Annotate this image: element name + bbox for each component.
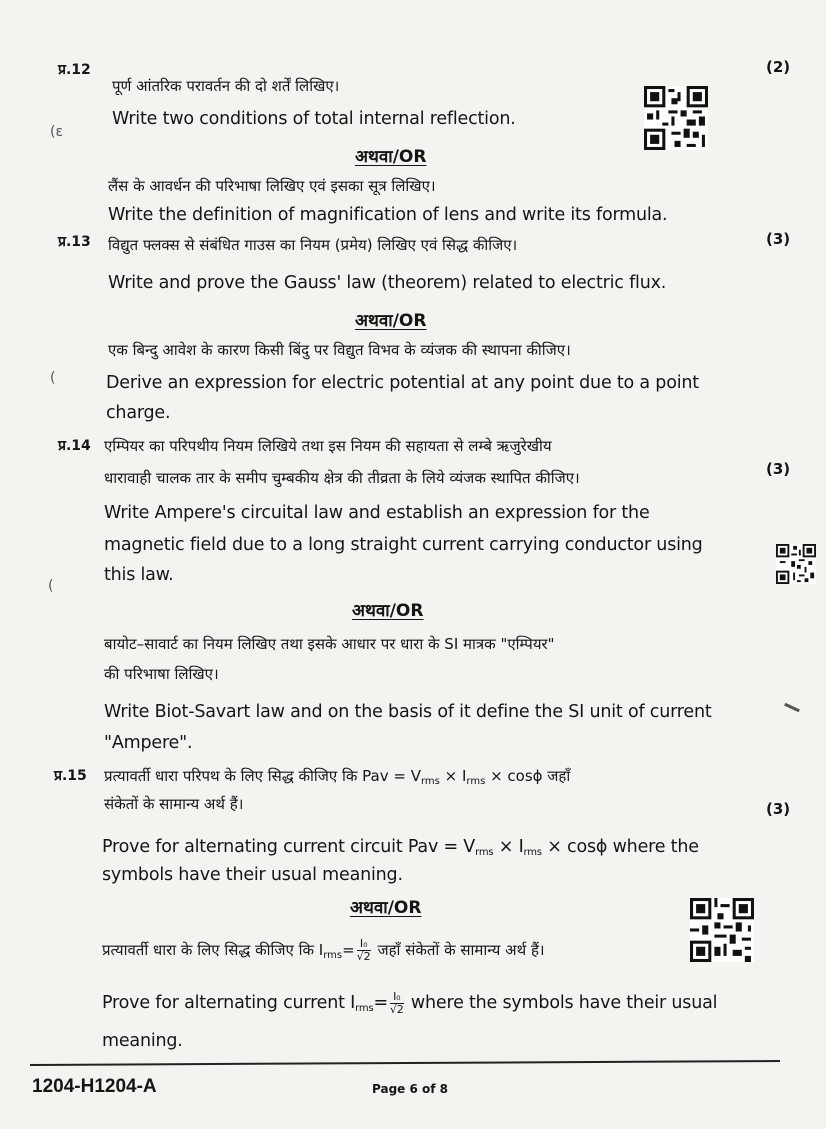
q13-or-hindi-text: एक बिन्दु आवेश के कारण किसी बिंदु पर विद्युत विभव के व्यंजक की स्थापना कीजिए। (108, 341, 571, 359)
q15-english-mid: × I (493, 837, 524, 857)
marks-q13: (3) (766, 230, 791, 248)
or-heading-q13: अथवा/OR (355, 311, 427, 331)
q14-english-line-2: magnetic field due to a long straight current carrying conductor using (104, 535, 703, 555)
q15-hindi-sub-v: rms (420, 776, 440, 787)
q14-or-hindi-line-2: की परिभाषा लिखिए। (104, 665, 219, 683)
margin-mark: ( (48, 578, 54, 594)
rms-fraction (357, 938, 371, 963)
q15-english-sub-i: rms (523, 847, 542, 858)
rms-fraction (390, 991, 404, 1016)
qr-code-bottom (690, 898, 754, 962)
q14-hindi-line-1: एम्पियर का परिपथीय नियम लिखिये तथा इस नियम की सहायता से लम्बे ऋजुरेखीय (104, 437, 552, 455)
q12-or-hindi-text: लैंस के आवर्धन की परिभाषा लिखिए एवं इसका सूत्र लिखिए। (108, 177, 436, 195)
or-heading-q15: अथवा/OR (350, 898, 422, 918)
q13-hindi-text: विद्युत फ्लक्स से संबंधित गाउस का नियम (प्रमेय) लिखिए एवं सिद्ध कीजिए। (108, 236, 518, 254)
q15-hindi-suffix: × cosϕ जहाँ (485, 767, 571, 785)
q15-or-english-suffix: where the symbols have their usual (410, 993, 718, 1013)
qr-code-icon (690, 898, 754, 962)
q15-or-hindi-sub: rms (323, 950, 343, 961)
q15-hindi-line-2: संकेतों के सामान्य अर्थ हैं। (104, 795, 244, 813)
q13-english-text: Write and prove the Gauss' law (theorem) related to electric flux. (108, 273, 667, 293)
q15-english-prefix: Prove for alternating current circuit Pav = V (102, 837, 476, 857)
q13-or-english-line-2: charge. (106, 403, 171, 423)
fraction-numerator: I₀ (390, 991, 404, 1004)
q15-hindi-line-1 (104, 764, 570, 794)
or-heading-q12: अथवा/OR (355, 147, 427, 167)
q13-or-english-line-1: Derive an expression for electric potential at any point due to a point (106, 373, 699, 393)
question-number-14: प्र.14 (58, 438, 91, 454)
q15-or-english-line-2: meaning. (102, 1031, 183, 1051)
q15-or-hindi-text (102, 938, 545, 968)
q15-or-english-prefix: Prove for alternating current I (102, 993, 356, 1013)
q15-or-english-line-1 (102, 988, 717, 1024)
q14-or-english-line-1: Write Biot-Savart law and on the basis of it define the SI unit of current (104, 702, 712, 722)
page-number: Page 6 of 8 (372, 1082, 448, 1096)
fraction-numerator: I₀ (357, 938, 371, 951)
q14-hindi-line-2: धारावाही चालक तार के समीप चुम्बकीय क्षेत्र की तीव्रता के लिये व्यंजक स्थापित कीजिए। (104, 469, 580, 487)
q15-english-sub-v: rms (475, 847, 494, 858)
q15-english-suffix: × cosϕ where the (541, 837, 699, 857)
footer-divider (30, 1060, 780, 1066)
stray-pen-mark (784, 703, 800, 712)
margin-mark: ( (50, 370, 56, 386)
question-number-12: प्र.12 (58, 62, 91, 78)
paper-code: 1204-H1204-A (32, 1076, 157, 1097)
q15-hindi-prefix: प्रत्यावर्ती धारा परिपथ के लिए सिद्ध कीजिए कि Pav = V (104, 767, 421, 785)
marks-q14: (3) (766, 460, 791, 478)
q12-hindi-text: पूर्ण आंतरिक परावर्तन की दो शर्तें लिखिए। (112, 77, 340, 95)
qr-code-icon (644, 86, 708, 150)
or-heading-q14: अथवा/OR (352, 601, 424, 621)
q15-or-hindi-prefix: प्रत्यावर्ती धारा के लिए सिद्ध कीजिए कि I (102, 941, 324, 959)
q12-english-text: Write two conditions of total internal reflection. (112, 109, 516, 129)
q14-english-line-3: this law. (104, 565, 174, 585)
q15-or-english-equals: = (373, 993, 388, 1013)
qr-code-icon (776, 544, 816, 584)
fraction-denominator: √2 (389, 1002, 404, 1016)
q15-or-english-sub: rms (355, 1003, 374, 1014)
question-number-13: प्र.13 (58, 234, 91, 250)
qr-code-top (644, 86, 708, 150)
question-number-15: प्र.15 (54, 768, 87, 784)
margin-mark: (ε (50, 124, 64, 140)
q12-or-english-text: Write the definition of magnification of lens and write its formula. (108, 205, 668, 225)
qr-code-middle (776, 544, 816, 584)
q14-or-hindi-line-1: बायोट–सावार्ट का नियम लिखिए तथा इसके आधार पर धारा के SI मात्रक "एम्पियर" (104, 635, 555, 653)
q15-english-line-2: symbols have their usual meaning. (102, 865, 403, 885)
q15-hindi-sub-i: rms (466, 776, 486, 787)
marks-q15: (3) (766, 800, 791, 818)
marks-q12: (2) (766, 58, 791, 76)
q15-or-hindi-equals: = (342, 941, 355, 959)
fraction-denominator: √2 (356, 950, 371, 963)
q14-english-line-1: Write Ampere's circuital law and establish an expression for the (104, 503, 650, 523)
q15-hindi-mid: × I (439, 767, 467, 785)
q15-or-hindi-suffix: जहाँ संकेतों के सामान्य अर्थ हैं। (377, 941, 545, 959)
q14-or-english-line-2: "Ampere". (104, 733, 193, 753)
